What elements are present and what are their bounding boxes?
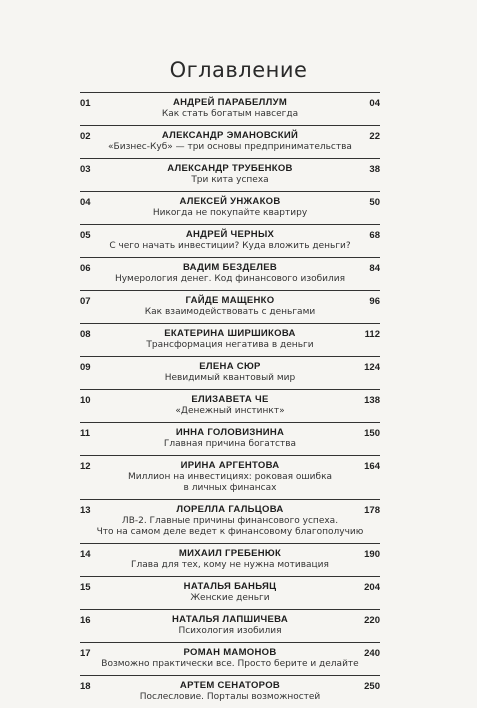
- chapter-subtitle-line: Нумерология денег. Код финансового изобилия: [114, 274, 346, 284]
- chapter-subtitle: [80, 659, 380, 670]
- chapter-number: 03: [80, 164, 91, 175]
- chapter-number: 01: [80, 98, 91, 109]
- chapter-subtitle-line: в личных финансах: [183, 483, 277, 493]
- page-title: Оглавление: [169, 58, 308, 82]
- chapter-number: 18: [80, 681, 91, 692]
- chapter-subtitle: [80, 472, 380, 494]
- toc-entry: [80, 323, 380, 356]
- chapter-subtitle-line: Женские деньги: [190, 593, 270, 603]
- chapter-subtitle: [80, 241, 380, 252]
- chapter-number: 17: [80, 648, 91, 659]
- page-number: 178: [364, 505, 380, 516]
- chapter-subtitle-line: Миллион на инвестициях: роковая ошибка: [127, 472, 333, 482]
- chapter-number: 15: [80, 582, 91, 593]
- chapter-subtitle: [80, 175, 380, 186]
- page-number: 240: [364, 648, 380, 659]
- chapter-subtitle-line: Послесловие. Порталы возможностей: [139, 692, 321, 702]
- chapter-author: АРТЕМ СЕНАТОРОВ: [179, 680, 281, 691]
- chapter-number: 16: [80, 615, 91, 626]
- page-number: 68: [369, 230, 380, 241]
- chapter-number: 14: [80, 549, 91, 560]
- chapter-author: АЛЕКСАНДР ЭМАНОВСКИЙ: [161, 130, 299, 141]
- chapter-subtitle: [80, 692, 380, 703]
- chapter-number: 12: [80, 461, 91, 472]
- page-number: 50: [369, 197, 380, 208]
- chapter-subtitle: [80, 340, 380, 351]
- chapter-author: МИХАИЛ ГРЕБЕНЮК: [178, 548, 282, 559]
- chapter-subtitle-line: «Денежный инстинкт»: [175, 406, 285, 416]
- page-number: 22: [369, 131, 380, 142]
- chapter-subtitle-line: Как стать богатым навсегда: [161, 109, 299, 119]
- chapter-number: 10: [80, 395, 91, 406]
- chapter-author: ЕКАТЕРИНА ШИРШИКОВА: [164, 328, 296, 339]
- table-of-contents: [80, 92, 380, 708]
- chapter-subtitle: [80, 406, 380, 417]
- toc-entry: [80, 389, 380, 422]
- chapter-subtitle-line: Невидимый квантовый мир: [164, 373, 296, 383]
- toc-entry: [80, 356, 380, 389]
- chapter-subtitle: [80, 626, 380, 637]
- chapter-subtitle: [80, 307, 380, 318]
- chapter-author: НАТАЛЬЯ ЛАПШИЧЕВА: [172, 614, 288, 625]
- chapter-number: 04: [80, 197, 91, 208]
- chapter-author: ЕЛИЗАВЕТА ЧЕ: [191, 394, 269, 405]
- chapter-subtitle-line: Что на самом деле ведет к финансовому благополучию: [96, 527, 364, 537]
- toc-entry: [80, 675, 380, 708]
- chapter-subtitle-line: «Бизнес-Куб» — три основы предпринимательства: [108, 142, 352, 152]
- chapter-subtitle-line: Как взаимодействовать с деньгами: [144, 307, 316, 317]
- toc-entry: [80, 191, 380, 224]
- chapter-subtitle-line: Психология изобилия: [178, 626, 282, 636]
- chapter-number: 09: [80, 362, 91, 373]
- chapter-subtitle: [80, 109, 380, 120]
- toc-entry: [80, 455, 380, 499]
- chapter-subtitle: [80, 142, 380, 153]
- page-number: 38: [369, 164, 380, 175]
- page-number: 04: [369, 98, 380, 109]
- chapter-number: 06: [80, 263, 91, 274]
- chapter-author: РОМАН МАМОНОВ: [183, 647, 277, 658]
- toc-entry: [80, 422, 380, 455]
- page-number: 220: [364, 615, 380, 626]
- chapter-number: 02: [80, 131, 91, 142]
- toc-entry: [80, 642, 380, 675]
- chapter-author: ГАЙДЕ МАЩЕНКО: [185, 295, 275, 306]
- chapter-author: НАТАЛЬЯ БАНЬЯЦ: [183, 581, 277, 592]
- chapter-subtitle-line: ЛВ-2. Главные причины финансового успеха.: [121, 516, 339, 526]
- chapter-author: АНДРЕЙ ЧЕРНЫХ: [185, 229, 275, 240]
- chapter-number: 05: [80, 230, 91, 241]
- toc-entry: [80, 224, 380, 257]
- toc-entry: [80, 158, 380, 191]
- chapter-author: ЕЛЕНА СЮР: [199, 361, 261, 372]
- toc-entry: [80, 290, 380, 323]
- chapter-author: ЛОРЕЛЛА ГАЛЬЦОВА: [176, 504, 284, 515]
- page-number: 124: [364, 362, 380, 373]
- page-number: 164: [364, 461, 380, 472]
- chapter-subtitle: [80, 560, 380, 571]
- chapter-author: ИРИНА АРГЕНТОВА: [180, 460, 280, 471]
- page-number: 138: [364, 395, 380, 406]
- page-number: 112: [364, 329, 380, 340]
- chapter-subtitle: [80, 516, 380, 538]
- page-number: 84: [369, 263, 380, 274]
- chapter-author: ИННА ГОЛОВИЗНИНА: [175, 427, 285, 438]
- chapter-subtitle-line: Трансформация негатива в деньги: [146, 340, 314, 350]
- chapter-subtitle: [80, 439, 380, 450]
- chapter-subtitle-line: Три кита успеха: [191, 175, 269, 185]
- page-number: 96: [369, 296, 380, 307]
- chapter-author: АЛЕКСАНДР ТРУБЕНКОВ: [167, 163, 293, 174]
- chapter-author: АНДРЕЙ ПАРАБЕЛЛУМ: [172, 97, 288, 108]
- chapter-subtitle-line: С чего начать инвестиции? Куда вложить деньги?: [109, 241, 351, 251]
- toc-entry: [80, 499, 380, 543]
- page-number: 250: [364, 681, 380, 692]
- chapter-number: 11: [80, 428, 91, 439]
- chapter-number: 13: [80, 505, 91, 516]
- toc-entry: [80, 125, 380, 158]
- chapter-author: ВАДИМ БЕЗДЕЛЕВ: [182, 262, 278, 273]
- toc-entry: [80, 576, 380, 609]
- chapter-author: АЛЕКСЕЙ УНЖАКОВ: [179, 196, 281, 207]
- chapter-subtitle-line: Никогда не покупайте квартиру: [152, 208, 308, 218]
- chapter-subtitle-line: Главная причина богатства: [163, 439, 297, 449]
- toc-entry: [80, 609, 380, 642]
- toc-entry: [80, 257, 380, 290]
- chapter-subtitle-line: Глава для тех, кому не нужна мотивация: [131, 560, 329, 570]
- chapter-subtitle: [80, 373, 380, 384]
- page-number: 190: [364, 549, 380, 560]
- toc-entry: [80, 543, 380, 576]
- page-number: 150: [364, 428, 380, 439]
- chapter-subtitle: [80, 593, 380, 604]
- page-number: 204: [364, 582, 380, 593]
- chapter-number: 08: [80, 329, 91, 340]
- chapter-number: 07: [80, 296, 91, 307]
- chapter-subtitle-line: Возможно практически все. Просто берите и делайте: [101, 659, 359, 669]
- chapter-subtitle: [80, 208, 380, 219]
- toc-entry: [80, 92, 380, 125]
- chapter-subtitle: [80, 274, 380, 285]
